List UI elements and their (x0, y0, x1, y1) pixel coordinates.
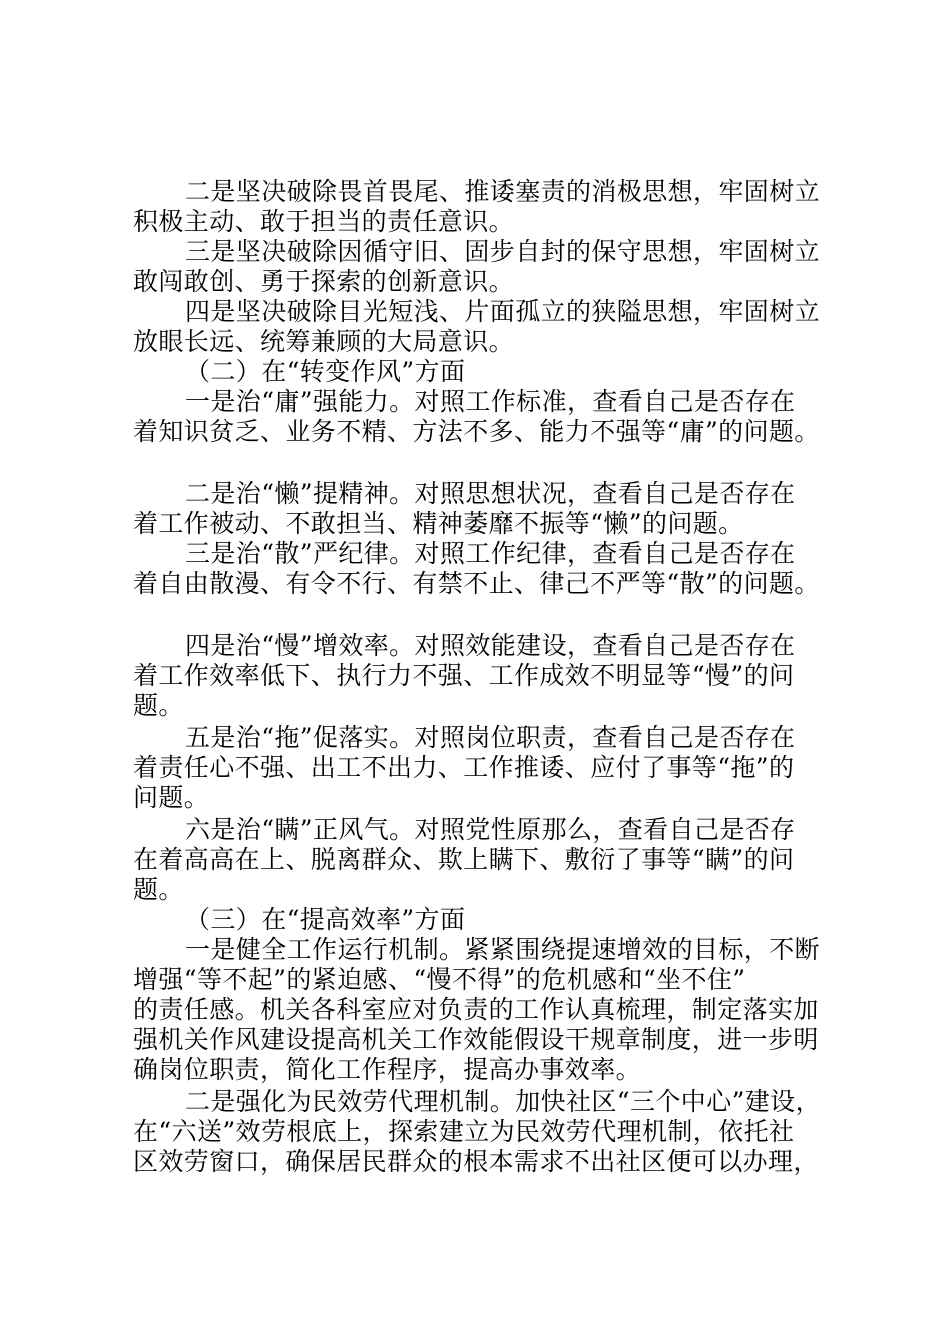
paragraph-line: 增强“等不起”的紧迫感、“慢不得”的危机感和“坐不住” (133, 965, 746, 994)
paragraph-line: 着知识贫乏、业务不精、方法不多、能力不强等“庸”的问题。 (133, 417, 820, 446)
paragraph-line: 着工作被动、不敢担当、精神萎靡不振等“懒”的问题。 (133, 509, 744, 538)
paragraph-line: 放眼长远、统筹兼顾的大局意识。 (133, 327, 515, 356)
paragraph-line: 强机关作风建设提高机关工作效能假设干规章制度，进一步明 (133, 1025, 819, 1054)
paragraph-line: 五是治“拖”促落实。对照岗位职责，查看自己是否存在 (185, 723, 796, 752)
paragraph-line: 着责任心不强、出工不出力、工作推诿、应付了事等“拖”的 (133, 753, 795, 782)
section-heading: （三）在“提高效率”方面 (185, 905, 466, 934)
paragraph-line: 四是治“慢”增效率。对照效能建设，查看自己是否存在 (185, 631, 796, 660)
paragraph-line: 题。 (133, 875, 184, 904)
paragraph-line: 题。 (133, 691, 184, 720)
paragraph-line: 四是坚决破除目光短浅、片面孤立的狭隘思想，牢固树立 (185, 297, 821, 326)
paragraph-line: 在着高高在上、脱离群众、欺上瞒下、敷衍了事等“瞒”的问 (133, 845, 795, 874)
paragraph-line: 一是治“庸”强能力。对照工作标准，查看自己是否存在 (185, 387, 796, 416)
paragraph-line: 着自由散漫、有令不行、有禁不止、律己不严等“散”的问题。 (133, 569, 820, 598)
paragraph-line: 三是坚决破除因循守旧、固步自封的保守思想，牢固树立 (185, 237, 821, 266)
paragraph-line: 确岗位职责，简化工作程序，提高办事效率。 (133, 1055, 642, 1084)
paragraph-line: 的责任感。机关各科室应对负责的工作认真梳理，制定落实加 (133, 995, 819, 1024)
paragraph-line: 区效劳窗口，确保居民群众的根本需求不出社区便可以办理， (133, 1147, 819, 1176)
paragraph-line: 六是治“瞒”正风气。对照党性原那么，查看自己是否存 (185, 815, 796, 844)
paragraph-line: 积极主动、敢于担当的责任意识。 (133, 207, 515, 236)
paragraph-line: 二是坚决破除畏首畏尾、推诿塞责的消极思想，牢固树立 (185, 177, 821, 206)
paragraph-line: 二是治“懒”提精神。对照思想状况，查看自己是否存在 (185, 479, 796, 508)
paragraph-line: 三是治“散”严纪律。对照工作纪律，查看自己是否存在 (185, 539, 796, 568)
paragraph-line: 敢闯敢创、勇于探索的创新意识。 (133, 267, 515, 296)
paragraph-line: 二是强化为民效劳代理机制。加快社区“三个中心”建设， (185, 1087, 821, 1116)
section-heading: （二）在“转变作风”方面 (185, 357, 466, 386)
paragraph-line: 着工作效率低下、执行力不强、工作成效不明显等“慢”的问 (133, 661, 795, 690)
paragraph-line: 在“六送”效劳根底上，探索建立为民效劳代理机制，依托社 (133, 1117, 795, 1146)
paragraph-line: 一是健全工作运行机制。紧紧围绕提速增效的目标，不断 (185, 935, 821, 964)
paragraph-line: 问题。 (133, 783, 210, 812)
